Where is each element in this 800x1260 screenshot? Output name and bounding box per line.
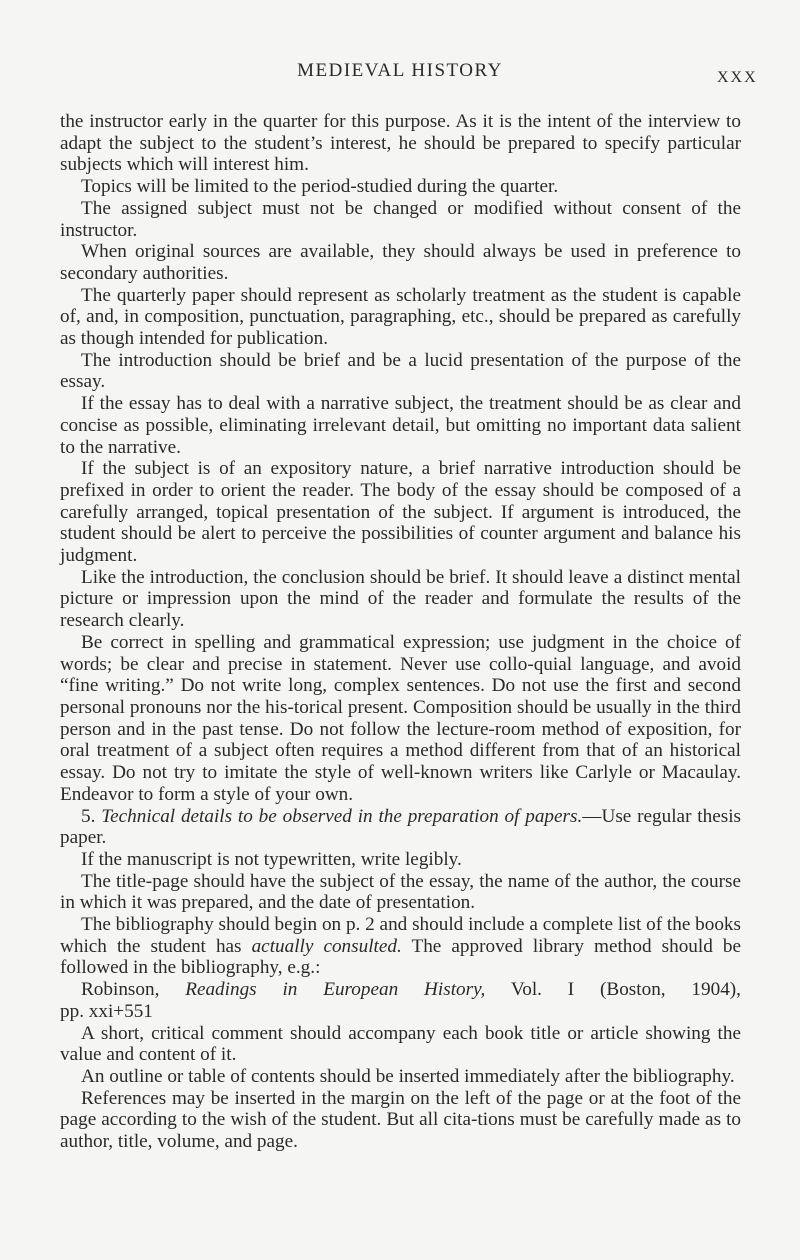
bibliography-example-pages: pp. xxi+551 xyxy=(60,1000,153,1022)
book-title: Readings in European History, xyxy=(185,979,486,1001)
paragraph-technical-details xyxy=(60,806,741,849)
paragraph-outline: An outline or table of contents should be inserted immediately after the bibliography. xyxy=(81,1065,735,1087)
paragraph-introduction: The introduction should be brief and be a lucid presentation of the purpose of the essay. xyxy=(60,349,741,393)
paragraph-topics: Topics will be limited to the period-studied during the quarter. xyxy=(81,176,559,198)
section-heading: Technical details to be observed in the preparation of papers. xyxy=(101,805,583,827)
paragraph-assigned-subject: The assigned subject must not be changed or modified without consent of the instructor. xyxy=(60,197,741,241)
running-title: MEDIEVAL HISTORY xyxy=(297,60,503,81)
bibliography-example-line: Robinson, Readings in European History, Vol. I (Boston, 1904), xyxy=(81,979,741,1001)
paragraph-style: Be correct in spelling and grammatical expression; use judgment in the choice of words; be clear and precise in statement. Never use collo-quial language, and avoid “fine writing.” Do not write long, complex sentences. Do not use the first and second personal pronouns nor the his-torical present. Composition should be usually in the third person and in the past tense. Do not follow the lecture-room method of exposition, for oral treatment of a subject often requires a method different from that of an historical essay. Do not try to imitate the style of well-known writers like Carlyle or Macaulay. Endeavor to form a style of your own. xyxy=(60,631,741,805)
section-heading-continuation: —Use regular thesis paper. xyxy=(60,805,741,849)
paragraph-interview-continuation: the instructor early in the quarter for this purpose. As it is the intent of the interview to adapt the subject to the student’s interest, he should be prepared to specify particular subjects which will interest him. xyxy=(60,111,741,176)
paragraph-bibliography: The bibliography should begin on p. 2 and should include a complete list of the books which the student has actually consulted. The approved library method should be followed in the bibliography, e.g.: xyxy=(60,914,741,979)
paragraph-critical-comment: A short, critical comment should accompany each book title or article showing the value and content of it. xyxy=(60,1022,741,1066)
paragraph-scholarly-treatment: The quarterly paper should represent as scholarly treatment as the student is capable of, and, in composition, punctuation, paragraphing, etc., should be prepared as carefully as though intended for publication. xyxy=(60,284,741,350)
paragraph-title-page: The title-page should have the subject of the essay, the name of the author, the course in which it was prepared, and the date of presentation. xyxy=(60,870,741,914)
section-number: 5. xyxy=(81,805,96,827)
paragraph-original-sources: When original sources are available, they should always be used in preference to secondary authorities. xyxy=(60,241,741,284)
page-number: XXX xyxy=(717,69,758,86)
paragraph-expository-subject: If the subject is of an expository nature, a brief narrative introduction should be prefixed in order to orient the reader. The body of the essay should be composed of a carefully arranged, topical presentation of the subject. If argument is introduced, the student should be alert to perceive the possibilities of counter argument and balance his judgment. xyxy=(60,458,741,567)
paragraph-conclusion: Like the introduction, the conclusion should be brief. It should leave a distinct mental picture or impression upon the mind of the reader and formulate the results of the research clearly. xyxy=(60,566,741,632)
paragraph-references: References may be inserted in the margin on the left of the page or at the foot of the page according to the wish of the student. But all cita-tions must be carefully made as to author, title, volume, and page. xyxy=(60,1087,741,1153)
paragraph-manuscript: If the manuscript is not typewritten, write legibly. xyxy=(81,848,462,870)
body-text xyxy=(60,111,741,1153)
bibliography-example xyxy=(60,979,741,1022)
emphasis-actually-consulted: actually consulted. xyxy=(251,935,402,957)
paragraph-narrative-subject: If the essay has to deal with a narrative subject, the treatment should be as clear and concise as possible, eliminating irrelevant detail, but omitting no important data salient to the narrative. xyxy=(60,393,741,458)
